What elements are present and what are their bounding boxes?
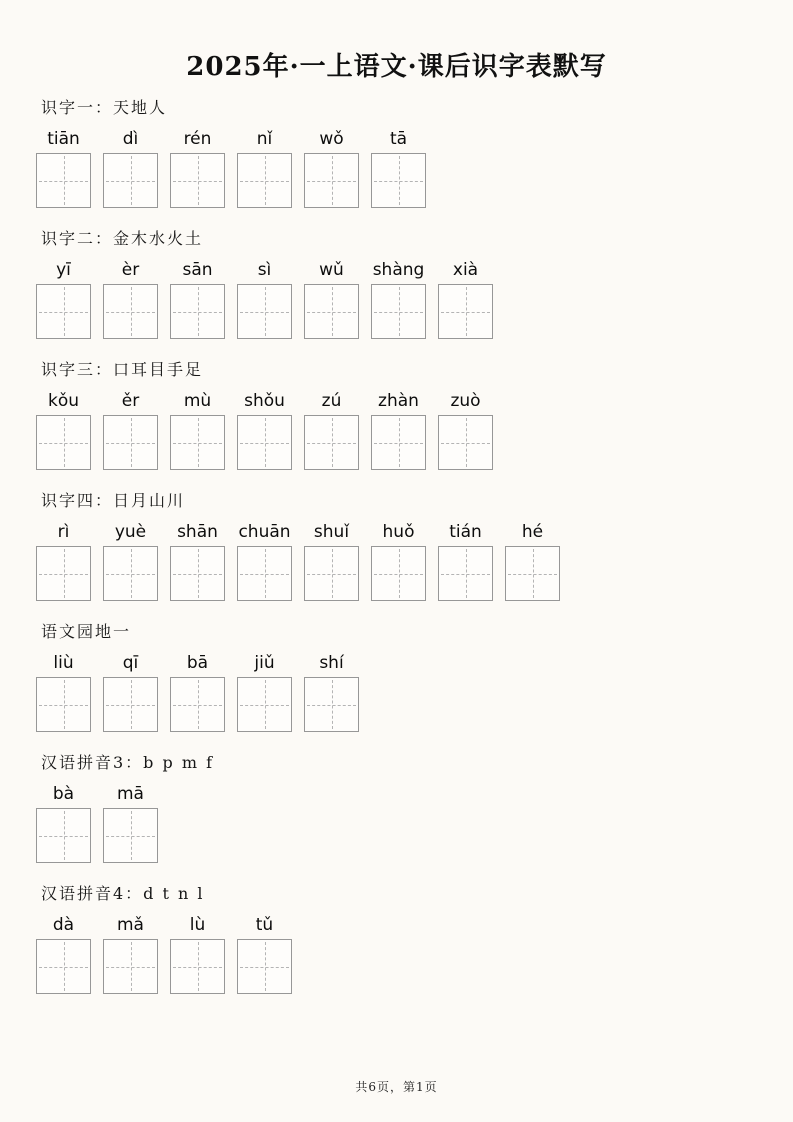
writing-grid-box	[237, 415, 292, 470]
writing-grid-box	[103, 808, 158, 863]
writing-grid-box	[36, 546, 91, 601]
worksheet-section	[36, 754, 773, 863]
pinyin-cell	[103, 391, 158, 470]
writing-grid-box	[371, 415, 426, 470]
pinyin-cell	[371, 391, 426, 470]
grid-row	[36, 522, 773, 601]
pinyin-cell	[304, 391, 359, 470]
pinyin-label: chuān	[238, 522, 291, 542]
writing-grid-box	[36, 808, 91, 863]
pinyin-cell	[237, 653, 292, 732]
worksheet-section	[36, 99, 773, 208]
writing-grid-box	[371, 284, 426, 339]
writing-grid-box	[170, 153, 225, 208]
pinyin-cell	[505, 522, 560, 601]
grid-row	[36, 260, 773, 339]
pinyin-label: rén	[183, 129, 212, 149]
pinyin-label: wǔ	[319, 260, 344, 280]
pinyin-label: shǒu	[244, 391, 285, 411]
writing-grid-box	[103, 939, 158, 994]
pinyin-cell	[438, 391, 493, 470]
worksheet-section	[36, 492, 773, 601]
pinyin-cell	[103, 129, 158, 208]
pinyin-label: huǒ	[382, 522, 415, 542]
pinyin-label: shuǐ	[313, 522, 350, 542]
pinyin-label: shí	[319, 653, 344, 673]
pinyin-label: kǒu	[47, 391, 80, 411]
pinyin-label: tǔ	[255, 915, 274, 935]
writing-grid-box	[36, 284, 91, 339]
worksheet-section	[36, 623, 773, 732]
writing-grid-box	[237, 677, 292, 732]
pinyin-cell	[170, 391, 225, 470]
pinyin-cell	[438, 260, 493, 339]
worksheet-section	[36, 230, 773, 339]
pinyin-cell	[237, 915, 292, 994]
pinyin-cell	[36, 391, 91, 470]
pinyin-cell	[103, 522, 158, 601]
pinyin-label: zhàn	[378, 391, 419, 411]
pinyin-cell	[103, 653, 158, 732]
pinyin-label: hé	[521, 522, 544, 542]
section-label: 识字四：日月山川	[41, 491, 186, 510]
pinyin-cell	[170, 653, 225, 732]
writing-grid-box	[304, 415, 359, 470]
pinyin-cell	[371, 129, 426, 208]
section-label: 识字一：天地人	[41, 98, 168, 117]
writing-grid-box	[237, 939, 292, 994]
writing-grid-box	[304, 153, 359, 208]
pinyin-label: yī	[56, 260, 71, 280]
pinyin-cell	[36, 653, 91, 732]
writing-grid-box	[36, 677, 91, 732]
writing-grid-box	[36, 153, 91, 208]
grid-row	[36, 129, 773, 208]
writing-grid-box	[438, 415, 493, 470]
writing-grid-box	[304, 284, 359, 339]
pinyin-label: mā	[117, 784, 144, 804]
writing-grid-box	[505, 546, 560, 601]
grid-row	[36, 784, 773, 863]
pinyin-label: mù	[183, 391, 212, 411]
pinyin-label: dà	[52, 915, 75, 935]
writing-grid-box	[103, 546, 158, 601]
pinyin-cell	[103, 915, 158, 994]
writing-grid-box	[304, 546, 359, 601]
pinyin-label: shān	[177, 522, 218, 542]
pinyin-label: zuò	[450, 391, 481, 411]
writing-grid-box	[170, 677, 225, 732]
writing-grid-box	[438, 284, 493, 339]
pinyin-label: zú	[321, 391, 342, 411]
pinyin-label: lù	[189, 915, 206, 935]
pinyin-label: tā	[389, 129, 408, 149]
pinyin-cell	[36, 129, 91, 208]
pinyin-cell	[237, 260, 292, 339]
section-label: 语文园地一	[41, 622, 132, 641]
pinyin-label: sān	[182, 260, 213, 280]
pinyin-cell	[304, 129, 359, 208]
pinyin-label: ěr	[121, 391, 140, 411]
pinyin-label: mǎ	[117, 915, 144, 935]
writing-grid-box	[103, 415, 158, 470]
grid-row	[36, 915, 773, 994]
writing-grid-box	[103, 677, 158, 732]
pinyin-cell	[304, 653, 359, 732]
section-label: 汉语拼音4：d t n l	[41, 884, 205, 903]
pinyin-cell	[438, 522, 493, 601]
writing-grid-box	[304, 677, 359, 732]
pinyin-label: sì	[257, 260, 272, 280]
pinyin-cell	[237, 391, 292, 470]
pinyin-label: liù	[53, 653, 74, 673]
pinyin-cell	[237, 522, 292, 601]
worksheet-section	[36, 361, 773, 470]
pinyin-label: shàng	[372, 260, 425, 280]
pinyin-cell	[304, 260, 359, 339]
writing-grid-box	[36, 939, 91, 994]
pinyin-cell	[36, 784, 91, 863]
pinyin-cell	[170, 915, 225, 994]
pinyin-cell	[304, 522, 359, 601]
writing-grid-box	[371, 546, 426, 601]
writing-grid-box	[237, 153, 292, 208]
pinyin-cell	[170, 129, 225, 208]
page-title: 2025年·一上语文·课后识字表默写	[186, 52, 607, 82]
writing-grid-box	[170, 939, 225, 994]
pinyin-label: nǐ	[256, 129, 273, 149]
writing-grid-box	[103, 153, 158, 208]
pinyin-cell	[36, 522, 91, 601]
pinyin-label: wǒ	[319, 129, 344, 149]
pinyin-cell	[103, 784, 158, 863]
pinyin-label: tiān	[47, 129, 80, 149]
pinyin-label: tián	[449, 522, 482, 542]
writing-grid-box	[170, 284, 225, 339]
pinyin-label: yuè	[114, 522, 147, 542]
pinyin-cell	[371, 522, 426, 601]
pinyin-label: xià	[452, 260, 479, 280]
pinyin-cell	[170, 260, 225, 339]
sections-container	[36, 99, 773, 1016]
pinyin-label: jiǔ	[254, 653, 275, 673]
section-label: 识字二：金木水火土	[41, 229, 204, 248]
writing-grid-box	[371, 153, 426, 208]
pinyin-label: rì	[57, 522, 70, 542]
writing-grid-box	[438, 546, 493, 601]
pinyin-cell	[237, 129, 292, 208]
writing-grid-box	[237, 284, 292, 339]
pinyin-label: dì	[122, 129, 139, 149]
worksheet-section	[36, 885, 773, 994]
writing-grid-box	[237, 546, 292, 601]
writing-grid-box	[170, 415, 225, 470]
pinyin-label: qī	[122, 653, 139, 673]
pinyin-cell	[36, 260, 91, 339]
section-label: 识字三：口耳目手足	[41, 360, 204, 379]
pinyin-label: bā	[186, 653, 209, 673]
writing-grid-box	[170, 546, 225, 601]
pinyin-cell	[103, 260, 158, 339]
pinyin-cell	[36, 915, 91, 994]
writing-grid-box	[36, 415, 91, 470]
grid-row	[36, 653, 773, 732]
pinyin-cell	[371, 260, 426, 339]
pinyin-label: bà	[52, 784, 75, 804]
grid-row	[36, 391, 773, 470]
page-footer: 共6页，第1页	[355, 1080, 438, 1094]
pinyin-label: èr	[121, 260, 140, 280]
writing-grid-box	[103, 284, 158, 339]
pinyin-cell	[170, 522, 225, 601]
section-label: 汉语拼音3：b p m f	[41, 753, 215, 772]
